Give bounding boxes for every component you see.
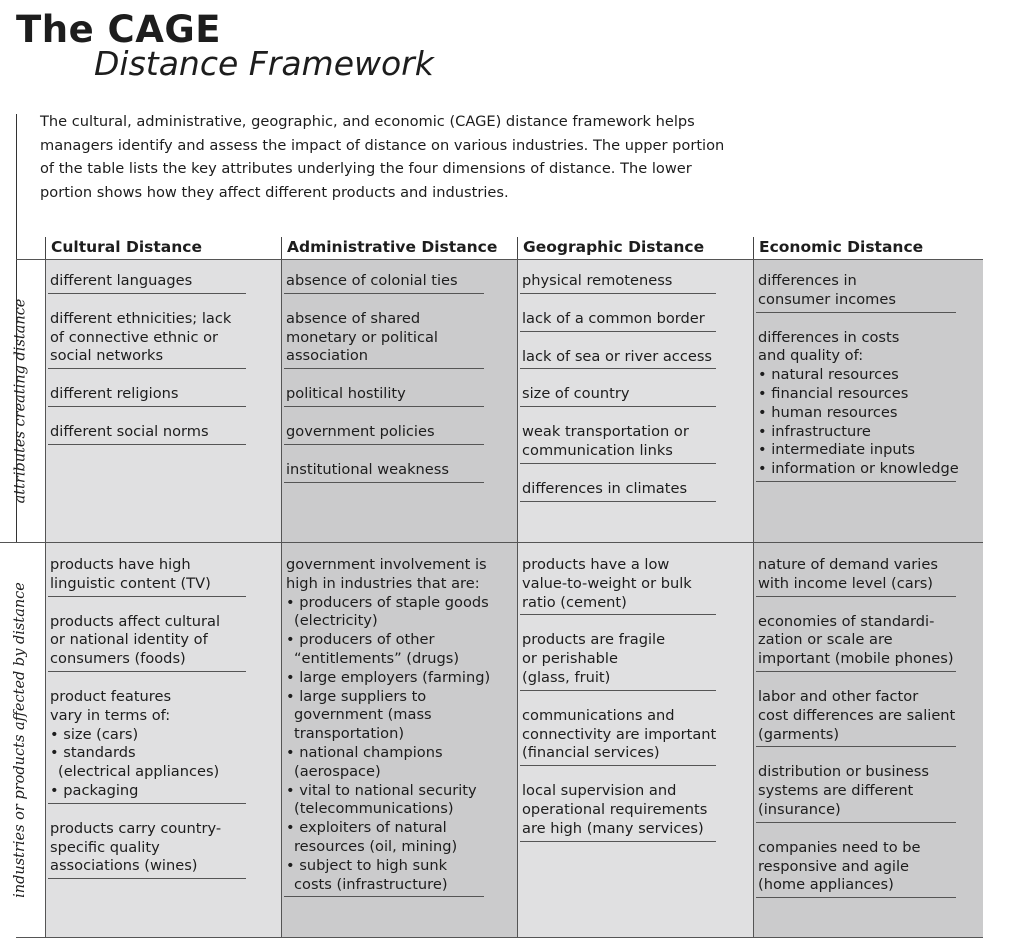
economic-industry-entry [758, 763, 954, 820]
administrative-industry-line: government (mass [294, 706, 432, 724]
title-main: The CAGE [16, 8, 221, 51]
economic-industry-line: (home appliances) [758, 876, 894, 894]
geographic-industry-line: ratio (cement) [522, 593, 627, 611]
economic-attribute-line: differences in [758, 272, 857, 289]
geographic-industry-line: are high (many services) [522, 819, 704, 837]
economic-attribute-line: • human resources [758, 403, 898, 421]
cultural-attribute-line: different languages [50, 272, 193, 289]
economic-attribute-line: • intermediate inputs [758, 441, 915, 459]
geographic-industry-entry [522, 556, 714, 613]
grid-vline [753, 260, 754, 938]
geographic-attribute-line: lack of a common border [522, 309, 705, 327]
header-geographic: Geographic Distance [517, 237, 747, 259]
header-economic: Economic Distance [753, 237, 983, 259]
economic-industry-line: economies of standardi- [758, 612, 935, 630]
cultural-attribute-line: of connective ethnic or [50, 328, 219, 346]
economic-industry-line: with income level (cars) [758, 574, 933, 592]
economic-industry-entry [758, 839, 954, 896]
administrative-industry-line: high in industries that are: [286, 574, 480, 592]
economic-attribute-line: and quality of: [758, 347, 864, 365]
economic-industry-line: labor and other factor [758, 687, 919, 705]
economic-industry-line: nature of demand varies [758, 556, 938, 573]
cultural-attribute-entry [50, 423, 244, 443]
administrative-attribute-line: government policies [286, 422, 435, 440]
administrative-industry-line: (aerospace) [294, 762, 381, 780]
cultural-industry-line: vary in terms of: [50, 706, 171, 724]
administrative-attribute-line: absence of colonial ties [286, 272, 458, 289]
cultural-industry-line: linguistic content (TV) [50, 574, 211, 592]
economic-industry-line: systems are different [758, 782, 914, 800]
administrative-industry-line: • exploiters of natural [286, 819, 447, 837]
geographic-attribute-entry [522, 348, 714, 368]
geographic-industry-line: or perishable [522, 650, 618, 668]
cultural-industry-entry [50, 613, 244, 670]
cell-administrative-industries [286, 556, 491, 895]
geographic-attribute-entry [522, 385, 714, 405]
cell-administrative-attributes [286, 272, 482, 481]
cultural-industry-line: • size (cars) [50, 725, 139, 743]
geographic-attribute-line: size of country [522, 385, 630, 403]
cultural-industry-entry [50, 556, 244, 595]
geographic-industry-line: operational requirements [522, 800, 708, 818]
geographic-attribute-entry [522, 423, 714, 462]
administrative-industry-line: • subject to high sunk [286, 856, 448, 874]
economic-industry-entry [758, 556, 954, 595]
geographic-industry-line: products have a low [522, 556, 670, 573]
geographic-industry-line: connectivity are important [522, 725, 717, 743]
administrative-industry-line: • producers of other [286, 631, 435, 649]
geographic-industry-entry [522, 706, 717, 764]
geographic-attribute-entry [522, 310, 714, 330]
administrative-industry-line: resources (oil, mining) [294, 837, 458, 855]
economic-industry-line: (garments) [758, 725, 840, 743]
grid-vline [517, 260, 518, 938]
economic-industry-line: cost differences are salient [758, 706, 956, 724]
geographic-industry-entry [522, 782, 714, 839]
economic-industry-line: responsive and agile [758, 857, 910, 875]
administrative-attribute-entry [286, 423, 482, 443]
administrative-attribute-entry [286, 461, 482, 481]
administrative-industry-line: government involvement is [286, 556, 487, 573]
economic-industry-line: (insurance) [758, 800, 841, 818]
administrative-industry-line: • national champions [286, 743, 443, 761]
administrative-industry-line: • producers of staple goods [286, 593, 489, 611]
administrative-industry-line: • large suppliers to [286, 687, 427, 705]
cultural-attribute-entry [50, 385, 244, 405]
economic-industry-entry [758, 688, 954, 745]
header-administrative: Administrative Distance [281, 237, 511, 259]
cultural-industry-entry [50, 820, 244, 877]
cell-geographic-industries [522, 556, 717, 840]
row-label-industries [0, 543, 40, 937]
administrative-industry-line: (telecommunications) [294, 800, 454, 818]
economic-attribute-line: • information or knowledge [758, 460, 959, 478]
geographic-attribute-line: communication links [522, 441, 673, 459]
geographic-attribute-line: lack of sea or river access [522, 347, 713, 365]
geographic-attribute-entry [522, 272, 714, 292]
administrative-attribute-line: institutional weakness [286, 460, 449, 478]
economic-industry-line: distribution or business [758, 763, 929, 781]
administrative-attribute-entry [286, 385, 482, 405]
cultural-industry-line: product features [50, 687, 172, 705]
row-label-industries-text: industries or products affected by distance [12, 582, 28, 898]
cell-cultural-attributes [50, 272, 244, 443]
economic-industry-line: companies need to be [758, 838, 921, 856]
cultural-attribute-line: different religions [50, 385, 179, 403]
cultural-industry-line: or national identity of [50, 631, 208, 649]
administrative-industry-line: “entitlements” (drugs) [294, 649, 460, 667]
economic-industry-line: zation or scale are [758, 631, 893, 649]
administrative-industry-line: transportation) [294, 725, 405, 743]
cultural-attribute-entry [50, 310, 244, 367]
cultural-industry-line: associations (wines) [50, 857, 198, 875]
cell-cultural-industries [50, 556, 244, 877]
header-cultural: Cultural Distance [45, 237, 275, 259]
geographic-industry-line: local supervision and [522, 782, 677, 800]
cell-economic-attributes [758, 272, 959, 480]
economic-industry-line: important (mobile phones) [758, 650, 954, 668]
administrative-industry-line: • vital to national security [286, 781, 477, 799]
cultural-industry-line: consumers (foods) [50, 650, 186, 668]
cultural-attribute-line: social networks [50, 347, 164, 365]
cultural-industry-line: (electrical appliances) [58, 763, 220, 781]
economic-attribute-line: • natural resources [758, 366, 899, 384]
administrative-industry-line: • large employers (farming) [286, 668, 491, 686]
administrative-attribute-line: absence of shared [286, 309, 421, 327]
administrative-attribute-entry [286, 272, 482, 292]
administrative-attribute-line: association [286, 347, 369, 365]
geographic-attribute-line: weak transportation or [522, 423, 689, 441]
cultural-industry-line: products have high [50, 556, 191, 573]
geographic-industry-line: value-to-weight or bulk [522, 574, 692, 592]
row-label-attributes [0, 260, 40, 542]
economic-attribute-line: • infrastructure [758, 422, 871, 440]
administrative-industry-line: costs (infrastructure) [294, 875, 448, 893]
economic-industry-entry [758, 613, 954, 670]
geographic-industry-entry [522, 631, 714, 688]
cultural-attribute-line: different ethnicities; lack [50, 309, 232, 327]
economic-attribute-line: • financial resources [758, 384, 909, 402]
grid-vline [45, 260, 46, 938]
administrative-attribute-line: political hostility [286, 385, 406, 403]
geographic-industry-line: (glass, fruit) [522, 668, 611, 686]
row-label-attributes-text: attributes creating distance [12, 298, 29, 504]
geographic-attribute-line: differences in climates [522, 479, 688, 497]
cultural-attribute-line: different social norms [50, 422, 209, 440]
geographic-industry-line: (financial services) [522, 744, 660, 762]
administrative-attribute-entry [286, 310, 482, 367]
geographic-industry-line: products are fragile [522, 631, 666, 649]
economic-attribute-line: consumer incomes [758, 290, 896, 308]
economic-attribute-entry [758, 328, 959, 480]
cell-geographic-attributes [522, 272, 714, 500]
geographic-attribute-entry [522, 480, 714, 500]
cultural-industry-entry [50, 688, 244, 802]
title-subtitle: Distance Framework [94, 44, 434, 83]
grid-top-rule [16, 259, 983, 260]
grid-mid-rule [0, 542, 983, 543]
geographic-industry-line: communications and [522, 706, 675, 724]
cultural-industry-line: • standards [50, 744, 136, 762]
administrative-attribute-line: monetary or political [286, 328, 438, 346]
economic-attribute-entry [758, 272, 954, 311]
intro-paragraph: The cultural, administrative, geographic, and economic (CAGE) distance framework helps managers identify and assess the impact of distance on various industries. The upper portion of the table lists the key attributes underlying the four dimensions of distance. The lower portion shows how they affect different products and industries. [40, 113, 725, 201]
geographic-attribute-line: physical remoteness [522, 272, 673, 289]
cultural-industry-line: specific quality [50, 838, 160, 856]
cultural-industry-line: products affect cultural [50, 612, 221, 630]
economic-attribute-line: differences in costs [758, 328, 900, 346]
grid-vline [281, 260, 282, 938]
administrative-industry-entry [286, 556, 491, 895]
cultural-attribute-entry [50, 272, 244, 292]
administrative-industry-line: (electricity) [294, 612, 378, 630]
cell-economic-industries [758, 556, 954, 896]
cultural-industry-line: products carry country- [50, 819, 222, 837]
cultural-industry-line: • packaging [50, 781, 139, 799]
grid-bottom-rule [16, 937, 983, 938]
